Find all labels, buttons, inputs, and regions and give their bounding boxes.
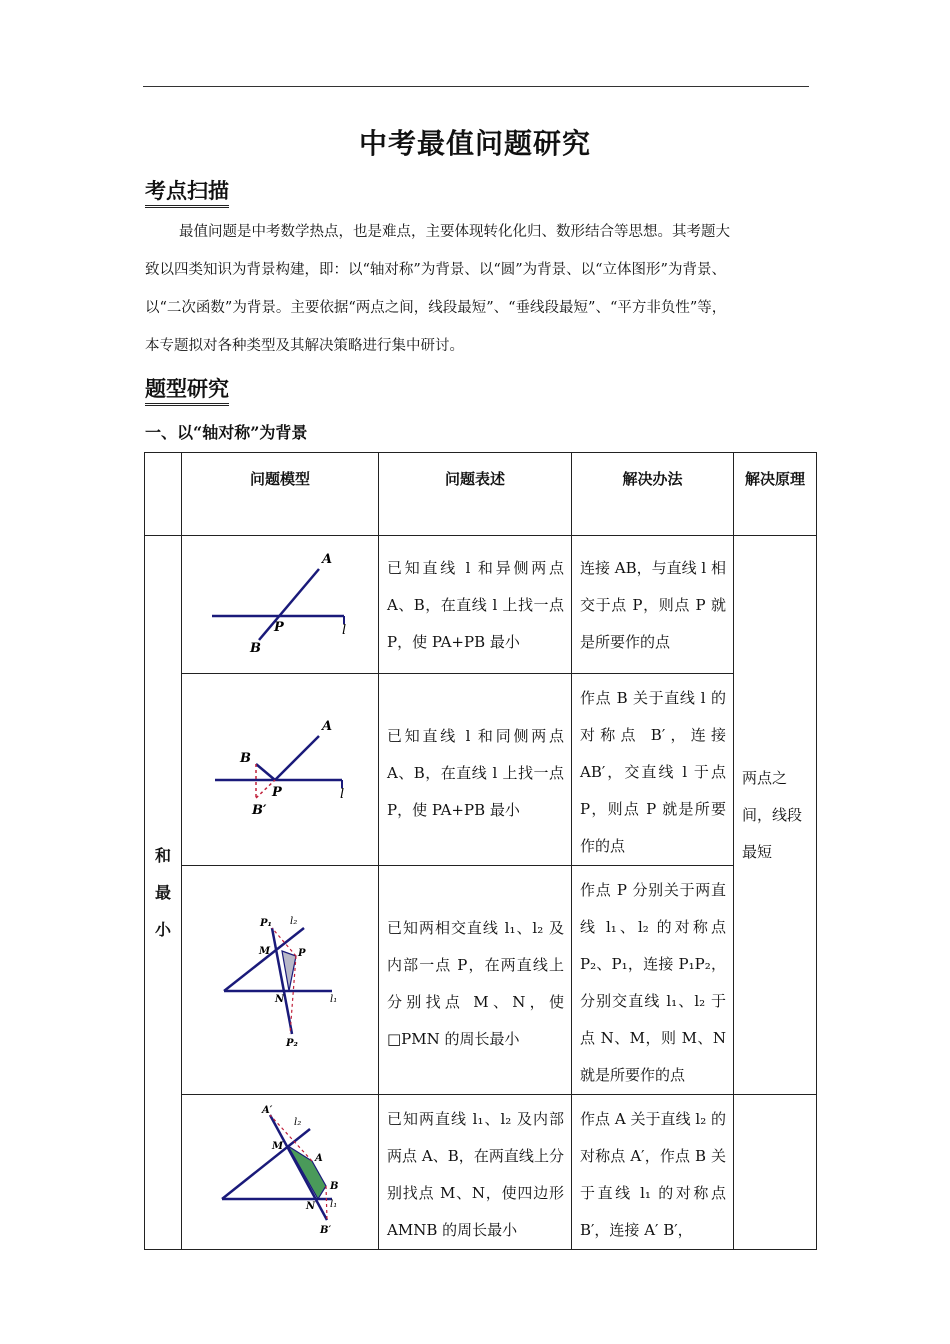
section-heading-scan: 考点扫描: [145, 178, 229, 208]
principle-cell: [734, 536, 817, 1095]
principle-text: 两点之间，线段最短: [742, 768, 803, 861]
intro-paragraph: [145, 213, 807, 365]
segment-ab: [259, 569, 319, 640]
label-p: P: [274, 620, 284, 635]
section-heading-types: 题型研究: [145, 376, 229, 406]
intro-line: [145, 327, 807, 365]
segment-bp: [256, 764, 275, 780]
model-cell: [182, 536, 379, 674]
method-text: 作点 B 关于直线 l 的对称点 B′，连接 AB′，交直线 l 于点 P，则点 P 就是所要作的点: [580, 689, 726, 855]
table-row: [145, 1095, 817, 1250]
category-char: 小: [154, 920, 171, 939]
statement-cell: [379, 866, 572, 1095]
method-text: 连接 AB，与直线 l 相交于点 P，则点 P 就是所要作的点: [580, 559, 726, 651]
method-cell: [572, 536, 734, 674]
problem-table: [144, 452, 817, 1250]
label-p: P: [298, 948, 306, 959]
category-char: 和: [154, 846, 171, 865]
label-m: M: [259, 946, 271, 957]
method-cell: [572, 674, 734, 866]
label-b-prime: B′: [252, 803, 267, 818]
label-l2: l₂: [294, 1117, 302, 1128]
header-model: 问题模型: [182, 453, 379, 536]
statement-text: 已知直线 l 和异侧两点 A、B，在直线 l 上找一点 P，使 PA+PB 最小: [387, 559, 564, 651]
statement-text: 已知两相交直线 l₁、l₂ 及内部一点 P，在两直线上分别找点 M、N，使□PMN 的周长最小: [387, 919, 564, 1048]
label-b: B: [240, 751, 251, 766]
label-b-prime: B′: [320, 1225, 332, 1236]
method-text: 作点 A 关于直线 l₂ 的对称点 A′，作点 B 关于直线 l₁ 的对称点 B′，连接 A′ B′，: [580, 1110, 726, 1239]
label-l2: l₂: [290, 916, 298, 927]
header-method: 解决办法: [572, 453, 734, 536]
statement-text: 已知两直线 l₁、l₂ 及内部两点 A、B，在两直线上分别找点 M、N，使四边形 AMNB 的周长最小: [387, 1110, 564, 1239]
label-p1: P₁: [260, 918, 272, 929]
statement-cell: [379, 536, 572, 674]
diagram-same-side: [182, 674, 378, 860]
statement-cell: [379, 674, 572, 866]
label-p: P: [272, 785, 282, 800]
intro-line: [145, 213, 807, 251]
label-p2: P₂: [286, 1038, 298, 1049]
statement-cell: [379, 1095, 572, 1250]
intro-line-3: 以“二次函数”为背景。主要依据“两点之间，线段最短”、“垂线段最短”、“平方非负性”等，: [145, 300, 727, 316]
segment-pa: [275, 736, 319, 780]
intro-line: [145, 289, 807, 327]
table-header-row: [145, 453, 817, 536]
label-a: A: [315, 1153, 323, 1164]
diagram-triangle: [182, 866, 378, 1089]
model-cell: [182, 1095, 379, 1250]
label-a: A: [322, 719, 333, 734]
label-n: N: [275, 994, 285, 1005]
category-cell: [145, 536, 182, 1250]
intro-line-1: 最值问题是中考数学热点，也是难点，主要体现转化化归、数形结合等思想。其考题大: [179, 224, 730, 240]
document-title: 中考最值问题研究: [358, 127, 591, 160]
label-a-prime: A′: [262, 1105, 273, 1116]
label-l: l: [342, 623, 347, 638]
header-rule: [143, 86, 809, 87]
table-row: [145, 866, 817, 1095]
label-m: M: [272, 1141, 284, 1152]
table-row: [145, 536, 817, 674]
intro-line: [145, 251, 807, 289]
label-n: N: [306, 1201, 316, 1212]
label-a: A: [322, 552, 333, 567]
model-cell: [182, 866, 379, 1095]
method-cell: [572, 866, 734, 1095]
diagram-quadrilateral: [182, 1095, 378, 1243]
statement-text: 已知直线 l 和同侧两点 A、B，在直线 l 上找一点 P，使 PA+PB 最小: [387, 727, 564, 819]
label-b: B: [250, 641, 261, 656]
label-l1: l₁: [330, 994, 338, 1005]
principle-cell-empty: [734, 1095, 817, 1250]
intro-line-2: 致以四类知识为背景构建，即：以“轴对称”为背景、以“圆”为背景、以“立体图形”为背景、: [145, 262, 726, 278]
label-b: B: [330, 1181, 339, 1192]
header-statement: 问题表述: [379, 453, 572, 536]
label-l1: l₁: [330, 1199, 338, 1210]
method-cell: [572, 1095, 734, 1250]
category-char: 最: [154, 883, 171, 902]
model-cell: [182, 674, 379, 866]
label-l: l: [340, 787, 345, 802]
diagram-opposite-sides: [182, 536, 378, 672]
triangle-pmn: [282, 951, 296, 991]
method-text: 作点 P 分别关于两直线 l₁、l₂ 的对称点 P₂、P₁，连接 P₁P₂，分别交直线 l₁、l₂ 于点 N、M，则 M、N 就是所要作的点: [580, 881, 726, 1084]
header-blank: [145, 453, 182, 536]
header-principle: 解决原理: [734, 453, 817, 536]
intro-line-4: 本专题拟对各种类型及其解决策略进行集中研讨。: [145, 338, 464, 354]
segment-aprime-bprime: [270, 1115, 327, 1220]
reflection-dash-b: [326, 1186, 327, 1220]
subsection-heading: 一、以“轴对称”为背景: [145, 423, 308, 442]
table-row: [145, 674, 817, 866]
